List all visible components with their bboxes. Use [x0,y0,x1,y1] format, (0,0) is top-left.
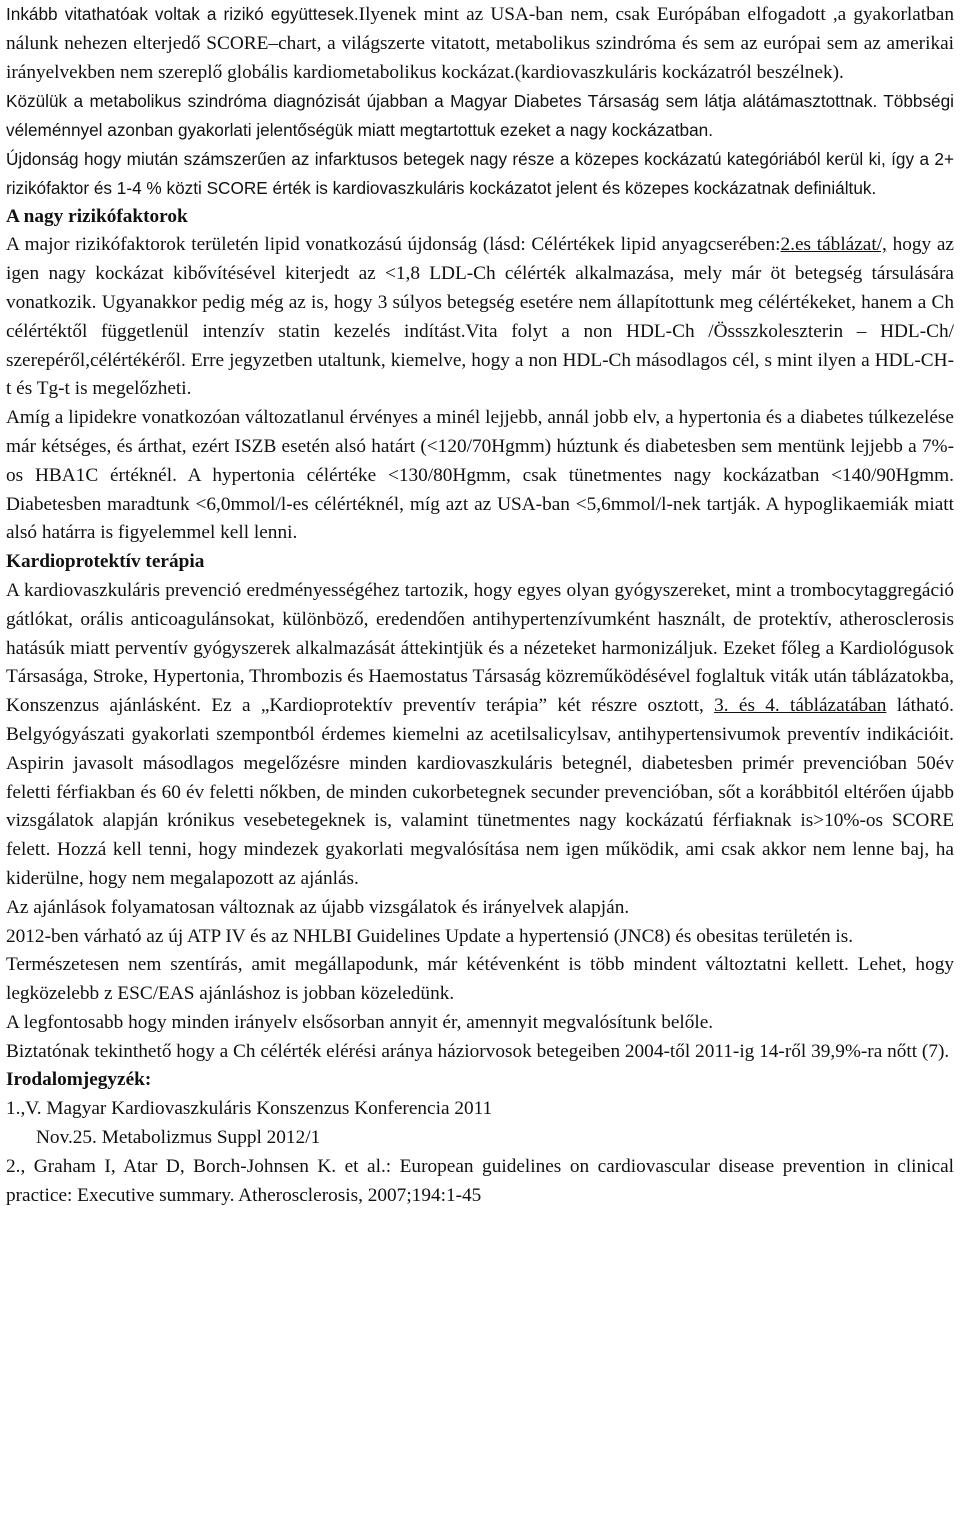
heading-references: Irodalomjegyzék: [6,1069,152,1091]
table-3-4-link[interactable]: 3. és 4. táblázatában [714,695,887,717]
reference-1-continuation: Nov.25. Metabolizmus Suppl 2012/1 [36,1127,321,1149]
paragraph-novelty: Újdonság hogy miután számszerűen az infarktusos betegek nagy része a közepes kockázatú kategóriából kerül ki, így a 2+ rizikófaktor és 1-4 % közti SCORE érték is kardiovaszkuláris kockázatot jelent és közepes kockázatnak definiáltuk. [6,148,954,198]
paragraph-text: hogy az igen nagy kockázat kibővítésével kiterjedt az <1,8 LDL-Ch célérték alkalmazása, mely már öt betegség társulására vonatkozik. Ugyanakkor pedig még az is, hogy 3 súlyos betegség esetére nem állapítottunk meg célértékeket, hanem a Ch célértéktől függetlenül intenzív statin kezelés indítást.Vita folyt a non HDL-Ch /Össszkoleszterin – HDL-Ch/ szerepéről,célértékéről. Erre jegyzetben utaltunk, kiemelve, hogy a non HDL-Ch másodlagos cél, s mint ilyen a HDL-CH-t és Tg-t is megelőzheti. [6,234,954,400]
paragraph-hypertension-diabetes: Amíg a lipidekre vonatkozóan változatlanul érvényes a minél lejjebb, annál jobb elv, a hypertonia és a diabetes túlkezelése már kétséges, és árthat, ezért ISZB esetén alsó határt (<120/70Hgmm) húztunk és diabetesben sem mentünk lejjebb a 7%-os HBA1C értéknél. A hypertonia célértéke <130/80Hgmm, csak tünetmentes nagy kockázatban <140/90Hgmm. Diabetesben maradtunk <6,0mmol/l-es célértéknél, míg azt az USA-ban <5,6mmol/l-nek tartják. A hypoglikaemiák miatt alsó határra is figyelemmel kell lenni. [6,407,954,544]
paragraph-cardioprotective [6,577,954,894]
paragraph-atp-iv: 2012-ben várható az új ATP IV és az NHLBI Guidelines Update a hypertensió (JNC8) és obesitas területén is. [6,925,854,947]
paragraph-text: A kardiovaszkuláris prevenció eredményességéhez tartozik, hogy egyes olyan gyógyszereket, mint a trombocytaggregáció gátlókat, orális anticoagulánsokat, különböző, eredendően antihypertenzívumként használt, de protektív, atherosclerosis hatásúk miatt perventív gyógyszerek alkalmazását áttekintjük és a nézeteket harmonizáljuk. Ezeket főleg a Kardiológusok Társasága, Stroke, Hypertonia, Thrombozis és Haemostatus Társaság közreműködésével foglaltuk viták után táblázatokba, Konszenzus ajánlásként. Ez a „Kardioprotektív preventív terápia” két részre osztott, [6,579,954,717]
paragraph-text: A major rizikófaktorok területén lipid vonatkozású újdonság (lásd: Célértékek lipid anyagcserében: [6,234,781,256]
reference-2: 2., Graham I, Atar D, Borch-Johnsen K. et al.: European guidelines on cardiovascular disease prevention in clinical practice: Executive summary. Atherosclerosis, 2007;194:1-45 [6,1155,954,1206]
paragraph-lipid-novelty [6,231,954,404]
paragraph-risk-clusters [6,0,954,87]
heading-major-risk-factors: A nagy rizikófaktorok [6,205,188,227]
paragraph-text: látható. Belgyógyászati gyakorlati szempontból érdemes kiemelni az acetilsalicylsav, antihypertensivumok preventív indikációit. Aspirin javasolt másodlagos megelőzésre minden kardiovaszkuláris betegnél, diabetesben primér prevencióban 50év feletti férfiakban és 60 év feletti nőkben, de minden cukorbetegnek secunder prevencióban, sőt a korábbitól eltérően újabb vizsgálatok alapján krónikus vesebetegeknek is, valamint tünetmentes nagy kockázatú férfiaknak is>10%-os SCORE felett. Hozzá kell tenni, hogy mindezek gyakorlati megvalósítása nem igen működik, ami csak akkor nem lenne baj, ha kiderülne, hogy nem megalapozott az ajánlás. [6,695,954,889]
paragraph-target-achievement: Biztatónak tekinthető hogy a Ch célérték elérési aránya háziorvosok betegeiben 2004-től 2011-ig 14-ről 39,9%-ra nőtt (7). [6,1040,950,1062]
paragraph-not-scripture: Természetesen nem szentírás, amit megállapodunk, már kétévenként is több mindent változtatni kellett. Lehet, hogy legközelebb z ESC/EAS ajánláshoz is jobban közeledünk. [6,954,954,1005]
paragraph-text: Ilyenek mint az USA-ban nem, csak Európában elfogadott ,a gyakorlatban nálunk nehezen elterjedő SCORE–chart, a világszerte vitatott, metabolikus szindróma és sem az európai sem az amerikai irányelvekben nem szereplő globális kardiometabolikus kockázat.(kardiovaszkuláris kockázatról beszélnek). [6,4,954,83]
paragraph-metabolic-syndrome: Közülük a metabolikus szindróma diagnózisát újabban a Magyar Diabetes Társaság sem látja alátámasztottnak. Többségi véleménnyel azonban gyakorlati jelentőségük miatt megtartottuk ezeket a nagy kockázatban. [6,91,954,141]
table-2-link[interactable]: 2.es táblázat/, [780,234,887,256]
heading-cardioprotective-therapy: Kardioprotektív terápia [6,551,205,573]
reference-1: 1.,V. Magyar Kardiovaszkuláris Konszenzus Konferencia 2011 [6,1098,493,1120]
paragraph-implementation: A legfontosabb hogy minden irányelv elsősorban annyit ér, amennyit megvalósítunk belőle. [6,1011,714,1033]
paragraph-lead-text: Inkább vitathatóak voltak a rizikó együttesek. [6,4,359,24]
paragraph-guidelines-change: Az ajánlások folyamatosan változnak az újabb vizsgálatok és irányelvek alapján. [6,896,630,918]
